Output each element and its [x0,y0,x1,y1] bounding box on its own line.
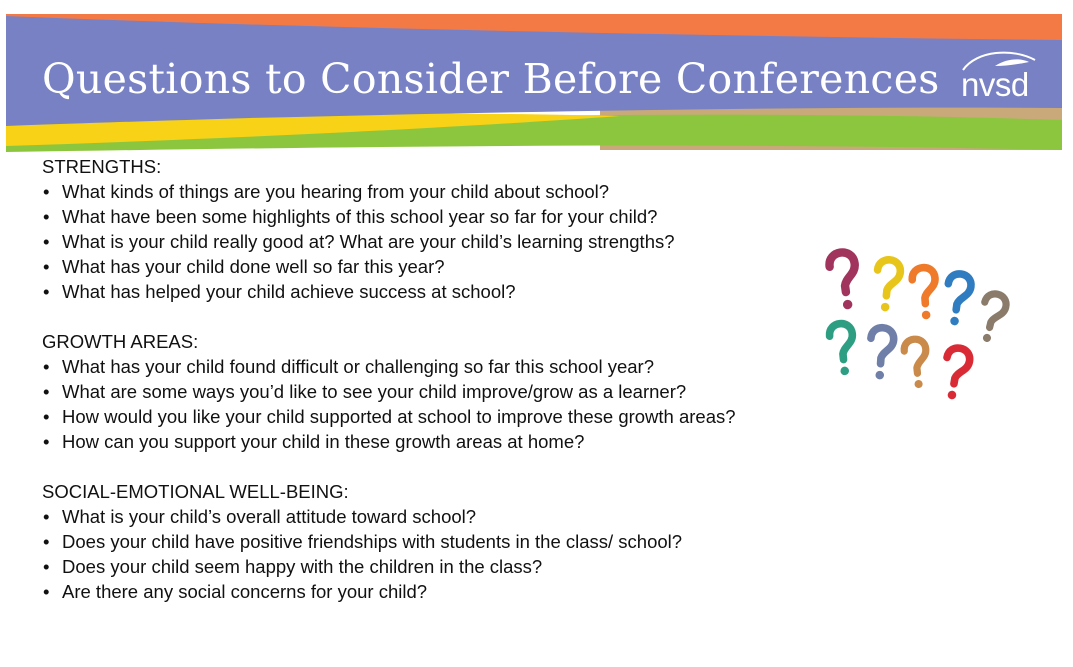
question-mark-icon [828,322,856,376]
section-heading: SOCIAL-EMOTIONAL WELL-BEING: [42,481,349,502]
question-mark-icon [943,272,973,326]
list-item: • What has your child done well so far this year? [42,254,832,279]
question-mark-icon [903,338,930,389]
section-growth-areas [42,329,832,454]
list-item: • Does your child have positive friendships with students in the class/ school? [42,529,832,554]
list-item: • What is your child really good at? What are your child’s learning strengths? [42,229,832,254]
list-item: • What has helped your child achieve success at school? [42,279,832,304]
list-item: • What kinds of things are you hearing from your child about school? [42,179,832,204]
list-item: • How can you support your child in these growth areas at home? [42,429,832,454]
questions-content [42,154,832,629]
list-item: • What has your child found difficult or challenging so far this school year? [42,354,832,379]
list-item: • Are there any social concerns for your child? [42,579,832,604]
section-strengths [42,154,832,304]
question-mark-icon [911,267,937,320]
section-social-emotional [42,479,832,604]
list-item: • What is your child’s overall attitude toward school? [42,504,832,529]
question-marks-illustration-icon [816,246,1016,412]
question-mark-icon [975,292,1008,345]
list-item: • Does your child seem happy with the children in the class? [42,554,832,579]
list-item: • How would you like your child supported at school to improve these growth areas? [42,404,832,429]
question-list [42,504,832,604]
list-item: • What have been some highlights of this school year so far for your child? [42,204,832,229]
question-list [42,354,832,454]
page-title: Questions to Consider Before Conferences [42,55,940,103]
list-item: • What are some ways you’d like to see your child improve/grow as a learner? [42,379,832,404]
section-heading: GROWTH AREAS: [42,331,199,352]
question-mark-icon [828,251,861,311]
logo-text: nvsd [961,66,1029,103]
question-mark-icon [873,259,901,313]
question-list [42,179,832,304]
question-mark-icon [868,327,894,380]
section-heading: STRENGTHS: [42,156,162,177]
question-mark-icon [940,346,971,401]
